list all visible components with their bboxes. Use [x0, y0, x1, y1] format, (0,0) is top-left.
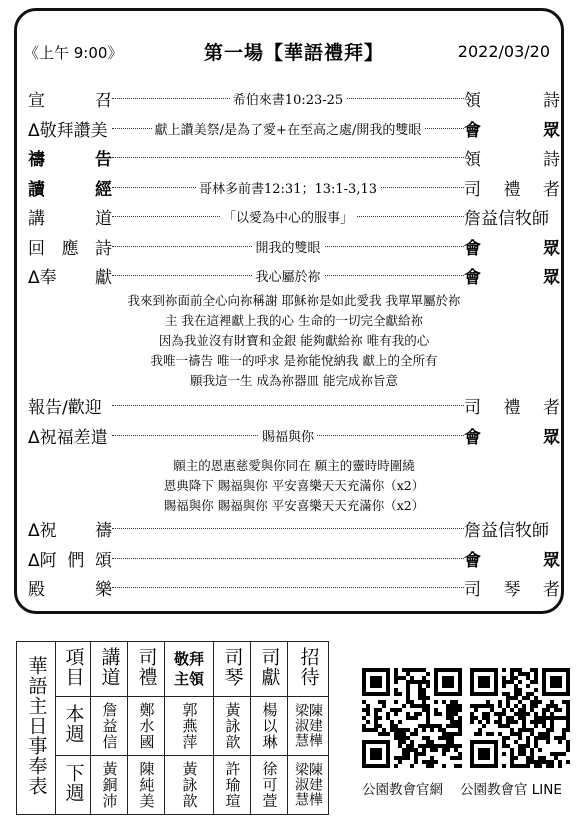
qr-caption-website: 公園教會官網: [362, 782, 443, 798]
order-item-label: Δ祝 禱: [28, 521, 112, 541]
roster-cell: 郭燕萍: [165, 696, 214, 755]
order-item: [28, 175, 560, 199]
roster-cell: 楊以琳: [251, 696, 288, 755]
lyric-line: 恩典降下 賜福與你 平安喜樂天天充滿你（x2）: [163, 478, 425, 493]
lyric-line: 我來到祢面前全心向祢稱謝 耶穌祢是如此愛我 我單單屬於祢: [127, 293, 461, 308]
lyric-line: 我唯一禱告 唯一的呼求 是祢能悅納我 獻上的全所有: [150, 353, 438, 368]
service-time: 《上午 9:00》: [24, 44, 123, 62]
roster-cell: 陳建樺 梁淑慧: [288, 696, 329, 755]
roster-cell: 黃銅沛: [91, 755, 128, 814]
roster-header-cell: 講道: [91, 642, 128, 697]
dotted-leader: [112, 587, 464, 588]
order-item-leader: 會 眾: [464, 238, 560, 259]
duty-roster-table: [16, 641, 329, 815]
roster-cell: 陳建樺 梁淑慧: [288, 755, 329, 814]
order-item-leader: 詹益信牧師: [464, 209, 549, 229]
page-title: 第一場【華語禮拜】: [203, 42, 384, 64]
roster-header-cell: 招待: [288, 642, 329, 697]
order-item-leader: 會 眾: [464, 427, 560, 448]
service-date: 2022/03/20: [457, 42, 550, 61]
order-item-label: 回 應 詩: [28, 238, 112, 259]
order-item: [28, 116, 560, 140]
order-item-detail: 我心屬於祢: [252, 270, 323, 285]
order-item: [28, 86, 560, 110]
dotted-leader: [112, 157, 464, 158]
order-item-label: 報告/歡迎: [28, 398, 102, 418]
order-item: [28, 234, 560, 258]
order-item: [28, 575, 560, 599]
roster-cell: 黃詠歆: [214, 696, 251, 755]
roster-header-cell: 項目: [56, 642, 91, 697]
order-item: [28, 516, 560, 540]
order-item-leader: 司 琴 者: [464, 580, 560, 600]
lyric-line: 主 我在這裡獻上我的心 生命的一切完全獻給祢: [165, 313, 423, 328]
order-item: [28, 204, 560, 228]
dotted-leader: [112, 558, 464, 559]
lyric-line: 賜福與你 賜福與你 平安喜樂天天充滿你（x2）: [163, 498, 425, 513]
order-item-label: 宣 召: [28, 91, 112, 111]
roster-cell: 黃詠歆: [165, 755, 214, 814]
order-item-leader: 會 眾: [464, 120, 560, 141]
order-item-label: 讀 經: [28, 179, 112, 200]
order-item: [28, 423, 560, 447]
order-item-leader: 詹益信牧師: [464, 521, 549, 541]
lyric-line: 因為我並沒有財寶和金銀 能夠獻給祢 唯有我的心: [158, 333, 430, 348]
order-item-label: Δ敬拜讚美: [28, 120, 108, 141]
order-item-leader: 會 眾: [464, 550, 560, 571]
order-item-leader: 司 禮 者: [464, 179, 560, 200]
order-item-detail: 開我的雙眼: [252, 241, 323, 256]
roster-row-this-week: [17, 696, 329, 755]
roster-week-label: 下週: [56, 755, 91, 814]
order-item: [28, 546, 560, 570]
roster-row-next-week: [17, 755, 329, 814]
qr-caption-line: 公園教會官 LINE: [460, 782, 562, 798]
order-item-label: Δ阿 們 頌: [28, 550, 112, 571]
roster-cell: 陳純美: [128, 755, 165, 814]
roster-header-cell: 司禮: [128, 642, 165, 697]
order-item: [28, 145, 560, 169]
qr-code-icon[interactable]: [362, 668, 462, 768]
order-item-label: Δ祝福差遣: [28, 427, 108, 448]
order-item-label: 禱 告: [28, 150, 112, 170]
roster-week-label: 本週: [56, 696, 91, 755]
roster-cell: 許瑜瑄: [214, 755, 251, 814]
roster-cell: 鄭水國: [128, 696, 165, 755]
order-item-leader: 司 禮 者: [464, 398, 560, 418]
order-item-detail: 賜福與你: [259, 430, 317, 445]
order-item-leader: 領 詩: [464, 150, 560, 170]
order-item-label: 講 道: [28, 209, 112, 229]
dotted-leader: [112, 528, 464, 529]
roster-header-cell: 敬拜 主領: [165, 642, 214, 697]
roster-cell: 詹益信: [91, 696, 128, 755]
order-item-detail: 希伯來書10:23-25: [230, 93, 346, 108]
roster-header-cell: 司獻: [251, 642, 288, 697]
lyric-line: 願我這一生 成為祢器皿 能完成祢旨意: [190, 373, 398, 388]
order-item-leader: 領 詩: [464, 91, 560, 111]
order-item-label: Δ奉 獻: [28, 268, 112, 288]
order-item-label: 殿 樂: [28, 580, 112, 600]
order-item: [28, 393, 560, 417]
lyric-line: 願主的恩惠慈愛與你同在 願主的靈時時圍繞: [173, 458, 415, 473]
dotted-leader: [112, 405, 464, 406]
order-item-detail: 獻上讚美祭/是為了愛+在至高之處/開我的雙眼: [152, 123, 425, 138]
order-item-detail: 哥林多前書12:31；13:1-3,13: [196, 182, 380, 197]
qr-code-icon[interactable]: [470, 668, 570, 768]
order-item-detail: 「以愛為中心的服事」: [220, 211, 356, 226]
roster-cell: 徐可萱: [251, 755, 288, 814]
order-item-leader: 會 眾: [464, 268, 560, 288]
roster-title: 華語主日事奉表: [17, 642, 56, 815]
order-item: [28, 263, 560, 287]
roster-header-cell: 司琴: [214, 642, 251, 697]
